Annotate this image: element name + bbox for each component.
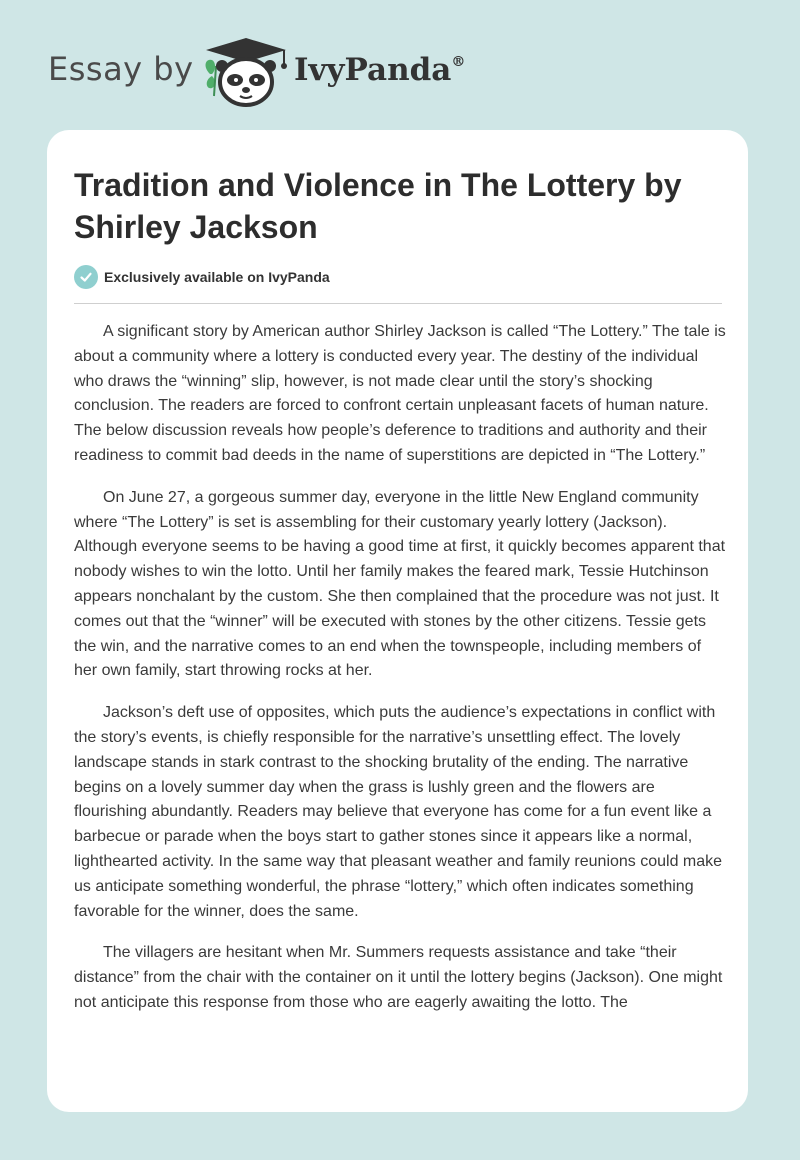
brand-name[interactable] bbox=[294, 52, 465, 88]
essay-body bbox=[74, 320, 726, 1033]
paragraph-1: A significant story by American author Shirley Jackson is called “The Lottery.” The tale is about a community where a lottery is conducted every year. The destiny of the individual who draws the “winning” slip, however, is not made clear until the story’s shocking conclusion. The readers are forced to confront certain unpleasant facets of human nature. The below discussion reveals how people’s deference to traditions and authority and their readiness to commit bad deeds in the name of superstitions are depicted in “The Lottery.” bbox=[74, 323, 726, 464]
essay-title: Tradition and Violence in The Lottery by Shirley Jackson bbox=[74, 167, 682, 245]
registered-mark: ® bbox=[451, 54, 466, 70]
panda-graduate-icon[interactable] bbox=[200, 36, 292, 108]
paragraph-2: On June 27, a gorgeous summer day, everyone in the little New England community where “The Lottery” is set is assembling for their customary yearly lottery (Jackson). Although everyone seems to be having a good time at first, it quickly becomes apparent that nobody wishes to win the lotto. Until her family makes the feared mark, Tessie Hutchinson appears nonchalant by the custom. She then complained that the procedure was not just. It comes out that the “winner” will be executed with stones by the other citizens. Tessie gets the win, and the narrative comes to an end when the townspeople, including members of her own family, start throwing rocks at her. bbox=[74, 488, 726, 680]
paragraph-3: Jackson’s deft use of opposites, which puts the audience’s expectations in conflict with the story’s events, is chiefly responsible for the narrative’s unsettling effect. The lovely landscape stands in stark contrast to the shocking brutality of the ending. The narrative begins on a lovely summer day when the grass is lushly green and the flowers are flourishing abundantly. Readers may believe that everyone has come for a fun event like a barbecue or parade when the boys start to gather stones since it appears like a normal, lighthearted activity. In the same way that pleasant weather and family reunions could make us anticipate something wonderful, the phrase “lottery,” which often indicates something favorable for the winner, does the same. bbox=[74, 704, 723, 920]
essay-card bbox=[47, 130, 748, 1112]
brand-name-text: IvyPanda bbox=[294, 52, 452, 88]
exclusive-badge bbox=[74, 264, 330, 290]
brand-prefix: Essay by bbox=[48, 50, 194, 88]
badge-text: Exclusively available on IvyPanda bbox=[104, 269, 330, 285]
site-header bbox=[0, 0, 800, 130]
divider bbox=[74, 303, 722, 304]
check-icon bbox=[74, 265, 98, 289]
paragraph-4: The villagers are hesitant when Mr. Summers requests assistance and take “their distance” from the chair with the container on it until the lottery begins (Jackson). One might not anticipate this response from those who are eagerly awaiting the lotto. The bbox=[74, 944, 723, 1011]
